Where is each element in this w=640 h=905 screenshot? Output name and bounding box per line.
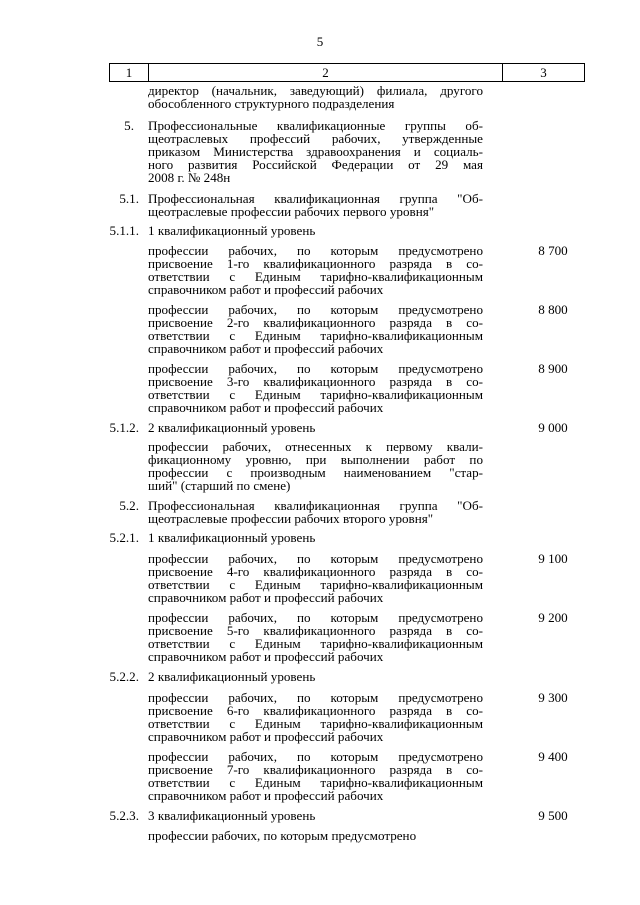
description-line: 2 квалификационный уровень — [148, 669, 316, 684]
description-line: справочником работ и профессий рабочих — [148, 649, 384, 664]
row-value — [483, 499, 585, 525]
description-line: профессии рабочих, по которым предусмотрено — [148, 610, 483, 625]
description-line: присвоение 7-го квалификационного разряда в со- — [148, 762, 483, 777]
row-description — [148, 244, 483, 296]
table-row — [109, 362, 585, 414]
row-description — [148, 84, 483, 110]
row-description — [148, 119, 483, 184]
description-line: присвоение 1-го квалификационного разряда в со- — [148, 256, 483, 271]
row-value: 9 000 — [538, 420, 568, 435]
description-line: профессии рабочих, по которым предусмотрено — [148, 690, 483, 705]
description-line: ответствии с Единым тарифно-квалификационным — [148, 577, 483, 592]
description-line: 1 квалификационный уровень — [148, 223, 316, 238]
description-line: присвоение 6-го квалификационного разряда в со- — [148, 703, 483, 718]
description-line: профессии рабочих, по которым предусмотрено — [148, 243, 483, 258]
row-number — [109, 691, 148, 743]
description-line: приказом Министерства здравоохранения и социаль- — [148, 144, 483, 159]
row-number — [109, 552, 148, 604]
row-value — [483, 84, 585, 110]
row-number: 5.2. — [119, 498, 139, 513]
description-line: справочником работ и профессий рабочих — [148, 400, 384, 415]
table-row — [109, 224, 585, 237]
row-value: 9 500 — [538, 808, 568, 823]
row-number — [109, 440, 148, 492]
table-row — [109, 750, 585, 802]
description-line: щеотраслевых профессий рабочих, утвержденные — [148, 131, 483, 146]
description-line: Профессиональная квалификационная группа "Об- — [148, 191, 483, 206]
row-description — [148, 421, 483, 434]
row-number — [109, 244, 148, 296]
row-description — [148, 670, 483, 683]
page-number: 5 — [316, 34, 324, 49]
description-line: ответствии с Единым тарифно-квалификационным — [148, 716, 483, 731]
table-row — [109, 531, 585, 544]
row-value — [483, 829, 585, 842]
row-number: 5.1.2. — [109, 420, 139, 435]
description-line: ного развития Российской Федерации от 29 мая — [148, 157, 483, 172]
row-number: 5.1.1. — [109, 223, 139, 238]
row-value — [483, 119, 585, 184]
row-number — [109, 611, 148, 663]
description-line: присвоение 5-го квалификационного разряда в со- — [148, 623, 483, 638]
row-description — [148, 362, 483, 414]
table-row — [109, 499, 585, 525]
description-line: справочником работ и профессий рабочих — [148, 590, 384, 605]
row-description — [148, 224, 483, 237]
description-line: 2008 г. № 248н — [148, 170, 231, 185]
row-value: 9 100 — [538, 551, 568, 566]
row-description — [148, 809, 483, 822]
row-value — [483, 224, 585, 237]
description-line: справочником работ и профессий рабочих — [148, 729, 384, 744]
row-description — [148, 192, 483, 218]
row-value — [483, 440, 585, 492]
row-number: 5.2.3. — [109, 808, 139, 823]
description-line: профессии рабочих, по которым предусмотрено — [148, 551, 483, 566]
column-header-2: 2 — [149, 64, 503, 81]
row-description — [148, 303, 483, 355]
table-row — [109, 244, 585, 296]
description-line: справочником работ и профессий рабочих — [148, 341, 384, 356]
table-row — [109, 809, 585, 822]
table-row — [109, 421, 585, 434]
description-line: ответствии с Единым тарифно-квалификационным — [148, 387, 483, 402]
row-value: 8 800 — [538, 302, 568, 317]
table-row — [109, 691, 585, 743]
description-line: профессии с производным наименованием "стар- — [148, 465, 483, 480]
description-line: ответствии с Единым тарифно-квалификационным — [148, 269, 483, 284]
description-line: профессии рабочих, по которым предусмотрено — [148, 828, 417, 843]
row-value — [483, 670, 585, 683]
description-line: профессии рабочих, по которым предусмотрено — [148, 302, 483, 317]
description-line: обособленного структурного подразделения — [148, 96, 395, 111]
row-number — [109, 362, 148, 414]
row-description — [148, 750, 483, 802]
table-row — [109, 552, 585, 604]
description-line: директор (начальник, заведующий) филиала, другого — [148, 83, 483, 98]
description-line: ший" (старший по смене) — [148, 478, 291, 493]
row-number — [109, 303, 148, 355]
description-line: щеотраслевые профессии рабочих второго уровня" — [148, 511, 434, 526]
table-row — [109, 611, 585, 663]
table-row — [109, 303, 585, 355]
description-line: 2 квалификационный уровень — [148, 420, 316, 435]
row-number: 5.2.1. — [109, 530, 139, 545]
description-line: ответствии с Единым тарифно-квалификационным — [148, 328, 483, 343]
description-line: Профессиональные квалификационные группы об- — [148, 118, 483, 133]
row-number — [109, 84, 148, 110]
table-row — [109, 829, 585, 842]
row-description — [148, 829, 483, 842]
table-body — [109, 84, 585, 842]
description-line: профессии рабочих, по которым предусмотрено — [148, 749, 483, 764]
table-row — [109, 192, 585, 218]
table-row — [109, 84, 585, 110]
description-line: справочником работ и профессий рабочих — [148, 788, 384, 803]
description-line: ответствии с Единым тарифно-квалификационным — [148, 775, 483, 790]
description-line: присвоение 2-го квалификационного разряда в со- — [148, 315, 483, 330]
row-description — [148, 499, 483, 525]
description-line: присвоение 4-го квалификационного разряда в со- — [148, 564, 483, 579]
description-line: присвоение 3-го квалификационного разряда в со- — [148, 374, 483, 389]
table-header-row — [109, 63, 585, 82]
description-line: фикационному уровню, при выполнении работ по — [148, 452, 483, 467]
description-line: 1 квалификационный уровень — [148, 530, 316, 545]
row-description — [148, 531, 483, 544]
row-number — [109, 750, 148, 802]
row-value — [483, 192, 585, 218]
table-row — [109, 119, 585, 184]
description-line: щеотраслевые профессии рабочих первого уровня" — [148, 204, 435, 219]
description-line: 3 квалификационный уровень — [148, 808, 316, 823]
table-row — [109, 670, 585, 683]
description-line: ответствии с Единым тарифно-квалификационным — [148, 636, 483, 651]
row-number — [109, 829, 148, 842]
row-value: 9 400 — [538, 749, 568, 764]
column-header-3: 3 — [540, 64, 547, 80]
description-line: профессии рабочих, отнесенных к первому квали- — [148, 439, 483, 454]
row-number: 5. — [124, 118, 134, 133]
column-header-1: 1 — [110, 64, 149, 81]
row-number: 5.1. — [119, 191, 139, 206]
row-description — [148, 611, 483, 663]
table-row — [109, 440, 585, 492]
row-value: 9 200 — [538, 610, 568, 625]
row-value: 9 300 — [538, 690, 568, 705]
description-line: справочником работ и профессий рабочих — [148, 282, 384, 297]
row-description — [148, 440, 483, 492]
row-value: 8 700 — [538, 243, 568, 258]
row-number: 5.2.2. — [109, 669, 139, 684]
description-line: Профессиональная квалификационная группа "Об- — [148, 498, 483, 513]
row-value: 8 900 — [538, 361, 568, 376]
description-line: профессии рабочих, по которым предусмотрено — [148, 361, 483, 376]
row-description — [148, 691, 483, 743]
row-description — [148, 552, 483, 604]
row-value — [483, 531, 585, 544]
